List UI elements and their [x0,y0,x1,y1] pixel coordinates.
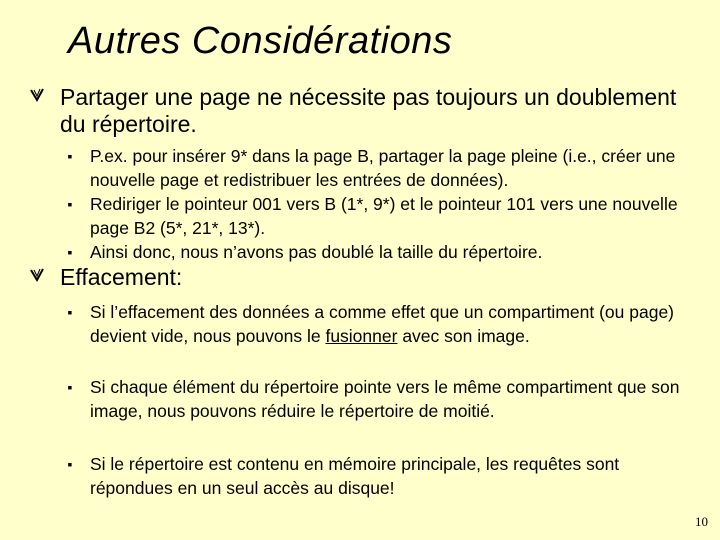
sub-bullet-1-2 [60,192,690,240]
sub-bullet-1-3-text: Ainsi donc, nous n’avons pas doublé la taille du répertoire. [90,242,543,262]
square-bullet-icon: ▪ [67,196,73,212]
underlined-word: fusionner [325,326,398,346]
sub-bullet-2-2 [60,375,690,423]
sub-bullet-2-1-text: Si l’effacement des données a comme effet que un compartiment (ou page) devient vide, nous pouvons le fusionner avec son image. [90,302,675,346]
square-bullet-icon: ▪ [67,456,73,472]
bullet-1 [28,84,698,138]
bullet-1-text: Partager une page ne nécessite pas toujours un doublement du répertoire. [60,84,677,137]
checkmark-arrow-bullet-icon [28,266,46,287]
bullet-2 [28,264,698,291]
sub-bullet-1-2-text: Rediriger le pointeur 001 vers B (1*, 9*) et le pointeur 101 vers une nouvelle page B2 (5*, 21*, 13*). [90,194,678,238]
square-bullet-icon: ▪ [67,304,73,320]
slide-title: Autres Considérations [68,20,453,62]
checkmark-arrow-bullet-icon [28,86,46,107]
sub-bullet-1-3 [60,240,690,264]
sub-bullet-2-3-text: Si le répertoire est contenu en mémoire principale, les requêtes sont répondues en un seul accès au disque! [90,454,620,498]
sub-bullet-2-2-text: Si chaque élément du répertoire pointe vers le même compartiment que son image, nous pouvons réduire le répertoire de moitié. [90,377,680,421]
sub-bullet-1-1 [60,144,690,192]
square-bullet-icon: ▪ [67,148,73,164]
bullet-2-text: Effacement: [60,264,183,290]
sub-bullet-2-1 [60,300,690,348]
page-number: 10 [695,514,708,529]
sub-bullet-2-3 [60,452,690,500]
square-bullet-icon: ▪ [67,244,73,260]
square-bullet-icon: ▪ [67,379,73,395]
sub-bullet-1-1-text: P.ex. pour insérer 9* dans la page B, partager la page pleine (i.e., créer une nouvelle page et redistribuer les entrées de données). [90,146,676,190]
